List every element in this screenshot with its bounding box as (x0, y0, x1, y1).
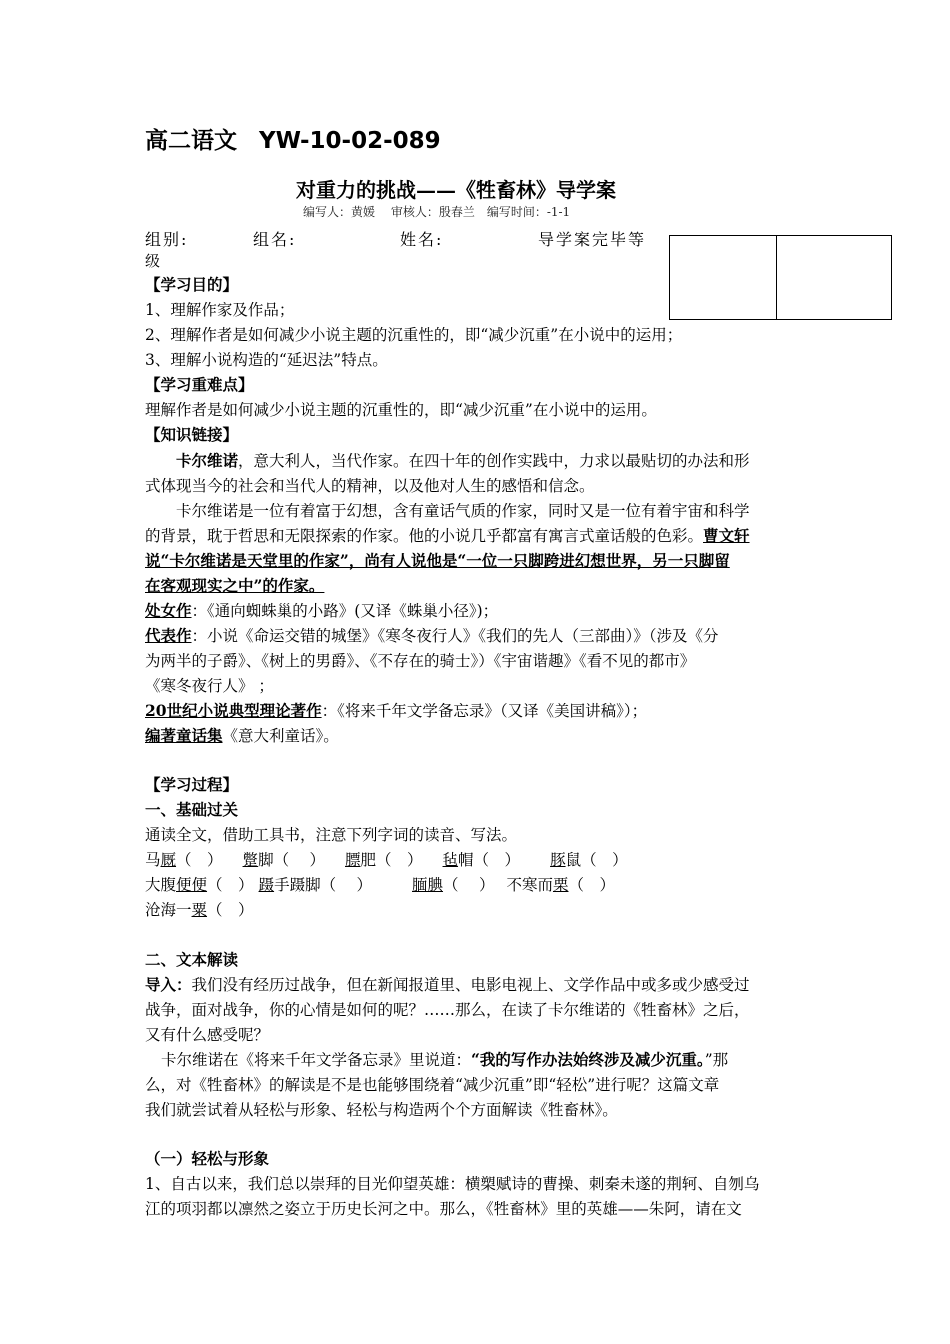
word-row (145, 898, 264, 922)
vocab-target-char: 豚 (550, 851, 566, 869)
theory-work-line (145, 699, 647, 723)
student-name-field-label: 姓名: (400, 230, 444, 249)
rep-work-line3: 《寒冬夜行人》 ； (145, 677, 274, 695)
knowledge-para2-line4: 在客观现实之中”的作家。 (145, 576, 325, 595)
vocab-target-char: 腼腆 (412, 876, 444, 894)
vocab-item (550, 848, 628, 872)
tale-work-line (145, 724, 339, 748)
vocab-blank[interactable]: （ ） (207, 876, 254, 894)
quote-pre: 卡尔维诺在《将来千年文学备忘录》里说道： (161, 1051, 472, 1069)
knowledge-para2-line2 (145, 524, 750, 548)
vocab-target-char: 粟 (191, 901, 208, 919)
quote-line2: 么，对《牲畜林》的解读是不是也能够围绕着“减少沉重”即“轻松”进行呢？这篇文章 (145, 1076, 720, 1094)
intro-text: 我们没有经历过战争，但在新闻报道里、电影电视上、文学作品中或多或少感受过 (191, 976, 750, 994)
objectives-heading: 【学习目的】 (145, 275, 239, 294)
doc-code: YW-10-02-089 (259, 128, 441, 154)
first-work-text: ：《通向蜘蛛巢的小路》(又译《蛛巢小径》)； (191, 602, 499, 620)
intro-line2: 战争，面对战争，你的心情是如何的呢？……那么，在读了卡尔维诺的《牲畜林》之后， (145, 1001, 750, 1019)
vocab-item (259, 873, 372, 897)
para-text: ，意大利人，当代作家。在四十年的创作实践中，力求以最贴切的办法和形 (238, 452, 750, 470)
emphasis-text: 曹文轩 (703, 526, 750, 545)
subsection-title: （一）轻松与形象 (145, 1149, 270, 1168)
vocab-prefix: 不寒而 (506, 876, 553, 894)
intro-line1 (145, 973, 750, 997)
key-points-heading: 【学习重难点】 (145, 375, 254, 394)
vocab-item (145, 898, 254, 922)
rep-work-label: 代表作 (145, 626, 192, 645)
group-field-label: 组别: (145, 230, 189, 249)
rep-work-line2: 为两半的子爵》、《树上的男爵》、《不存在的骑士》）《宇宙谐趣》《看不见的都市》 (145, 652, 696, 670)
vocab-blank[interactable]: 手蹑脚（ ） (274, 876, 372, 894)
vocab-target-char: 便便 (176, 876, 208, 894)
group-name-field-label: 组名: (253, 230, 297, 249)
grade-box-divider (776, 236, 777, 319)
vocab-blank[interactable]: 脚（ ） (258, 851, 325, 869)
vocab-item (145, 848, 223, 872)
grade-field-label: 导学案完毕等 (538, 230, 647, 249)
section-reading: 二、文本解读 (145, 950, 239, 969)
vocab-blank[interactable]: （ ） (568, 876, 615, 894)
quote-line3: 我们就尝试着从轻松与形象、轻松与构造两个个方面解读《牲畜林》。 (145, 1101, 618, 1119)
vocab-blank[interactable]: 肥（ ） (360, 851, 423, 869)
vocab-target-char: 膘 (345, 851, 361, 869)
course-name: 高二语文 (145, 127, 237, 154)
theory-work-text: ：《将来千年文学备忘录》（又译《美国讲稿》）； (321, 702, 648, 720)
vocab-item (345, 848, 423, 872)
vocab-prefix: 沧海一 (145, 901, 192, 919)
vocab-item (145, 873, 254, 897)
vocab-target-char: 毡 (442, 851, 459, 869)
knowledge-para2-line3: 说“卡尔维诺是天堂里的作家”，尚有人说他是“一位一只脚跨进幻想世界，另一只脚留 (145, 551, 730, 570)
knowledge-para1-line2: 式体现当今的社会和当代人的精神，以及他对人生的感悟和信念。 (145, 477, 595, 495)
knowledge-para1-line1 (176, 449, 750, 473)
word-row (145, 848, 648, 872)
key-points-text: 理解作者是如何减少小说主题的沉重性的，即“减少沉重”在小说中的运用。 (145, 401, 657, 419)
theory-work-label: 20世纪小说典型理论著作 (145, 701, 322, 720)
vocab-blank[interactable]: 鼠（ ） (565, 851, 628, 869)
quote-line1 (161, 1048, 728, 1072)
vocab-item (443, 848, 521, 872)
vocab-target-char: 蹩 (242, 851, 259, 869)
basics-intro: 通读全文，借助工具书，注意下列字词的读音、写法。 (145, 826, 518, 844)
question-line: 1、自古以来，我们总以崇拜的目光仰望英雄：横槊赋诗的曹操、刺秦未遂的荆轲、自刎乌 (145, 1175, 760, 1193)
doc-meta: 编写人：黄媛 审核人：殷春兰 编写时间：-1-1 (303, 205, 571, 219)
vocab-prefix: 大腹 (145, 876, 177, 894)
intro-label: 导入： (145, 975, 192, 994)
tale-work-label: 编著童话集 (145, 726, 223, 745)
first-work-label: 处女作 (145, 601, 192, 620)
para-text: 的背景，耽于哲思和无限探索的作家。他的小说几乎都富有寓言式童话般的色彩。 (145, 527, 704, 545)
knowledge-para2-line1: 卡尔维诺是一位有着富于幻想，含有童话气质的作家，同时又是一位有着宇宙和科学 (176, 502, 750, 520)
objective-item: 3、理解小说构造的“延迟法”特点。 (145, 351, 388, 369)
knowledge-heading: 【知识链接】 (145, 425, 239, 444)
quote-post: ”那 (704, 1051, 729, 1069)
intro-line3: 又有什么感受呢？ (145, 1026, 270, 1044)
tale-work-text: 《意大利童话》。 (222, 727, 339, 745)
grade-field-label-cont: 级 (145, 252, 161, 270)
author-name: 卡尔维诺 (176, 451, 239, 470)
section-basics: 一、基础过关 (145, 800, 239, 819)
process-heading: 【学习过程】 (145, 775, 239, 794)
vocab-prefix: 马 (145, 851, 161, 869)
objective-item: 2、理解作者是如何减少小说主题的沉重性的，即“减少沉重”在小说中的运用； (145, 326, 683, 344)
quote-emphasis: “我的写作办法始终涉及减少沉重。 (471, 1050, 705, 1069)
vocab-target-char: 栗 (552, 876, 569, 894)
vocab-blank[interactable]: （ ） (176, 851, 223, 869)
objective-item: 1、理解作家及作品； (145, 301, 295, 319)
word-row (145, 873, 625, 897)
vocab-item (412, 873, 494, 897)
question-line: 江的项羽都以凛然之姿立于历史长河之中。那么，《牲畜林》里的英雄——朱阿，请在文 (145, 1200, 742, 1218)
vocab-item (243, 848, 325, 872)
first-work-line (145, 599, 498, 623)
vocab-target-char: 厩 (160, 851, 177, 869)
rep-work-text: ：小说《命运交错的城堡》《寒冬夜行人》《我们的先人（三部曲）》（涉及《分 (191, 627, 719, 645)
vocab-blank[interactable]: （ ） (443, 876, 495, 894)
vocab-item (506, 873, 615, 897)
doc-header (145, 122, 441, 155)
vocab-blank[interactable]: （ ） (207, 901, 254, 919)
grade-box[interactable] (669, 235, 892, 320)
vocab-target-char: 蹑 (258, 876, 275, 894)
rep-work-line1 (145, 624, 719, 648)
page-title: 对重力的挑战——《牲畜林》导学案 (296, 178, 616, 202)
vocab-blank[interactable]: 帽（ ） (458, 851, 521, 869)
